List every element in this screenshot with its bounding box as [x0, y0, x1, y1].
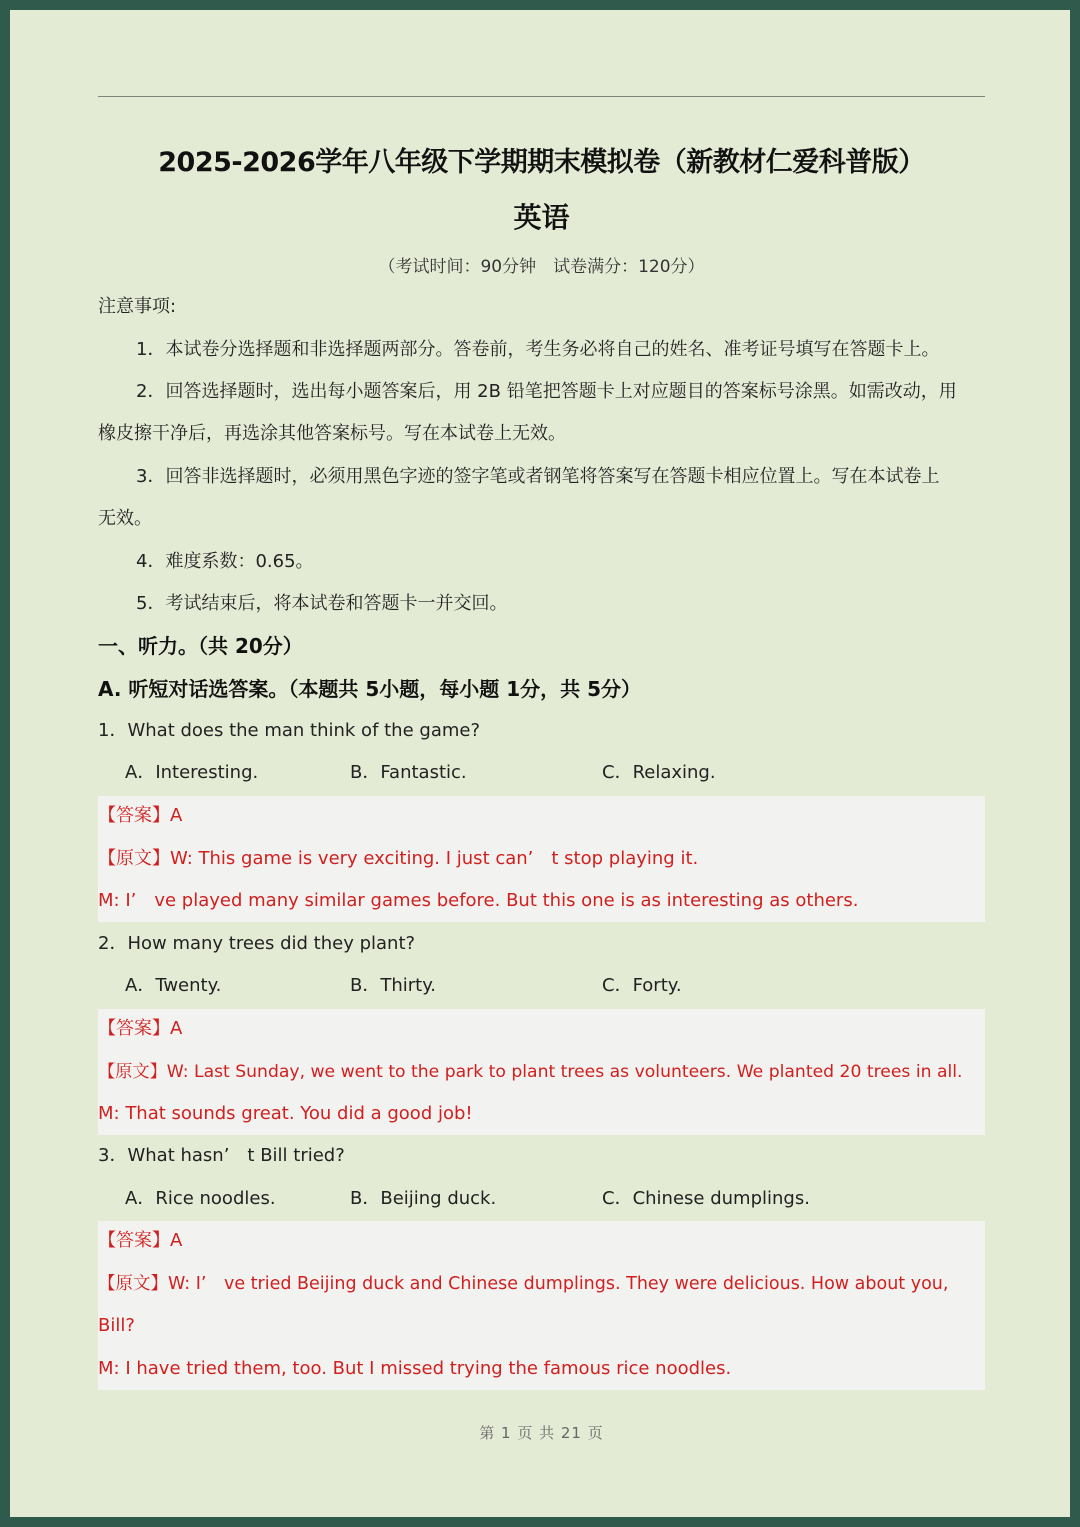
transcript-line: M: I have tried them, too. But I missed trying the famous rice noodles. — [98, 1358, 732, 1379]
option-a: A．Interesting. — [125, 762, 259, 783]
answer-label: 【答案】A — [98, 1230, 183, 1251]
notes-heading: 注意事项: — [98, 296, 177, 317]
option-c: C．Relaxing. — [602, 762, 716, 783]
option-b: B．Thirty. — [350, 975, 437, 996]
note-2: 2．回答选择题时，选出每小题答案后，用 2B 铅笔把答题卡上对应题目的答案标号涂黑。如需改动，用 — [136, 381, 957, 402]
exam-title: 2025-2026学年八年级下学期期末模拟卷（新教材仁爱科普版） — [158, 147, 925, 178]
option-c: C．Chinese dumplings. — [602, 1188, 810, 1209]
note-3-cont: 无效。 — [98, 508, 152, 529]
note-5: 5．考试结束后，将本试卷和答题卡一并交回。 — [136, 593, 508, 614]
option-b: B．Beijing duck. — [350, 1188, 497, 1209]
page-number: 第 1 页 共 21 页 — [479, 1424, 604, 1442]
option-a: A．Rice noodles. — [125, 1188, 276, 1209]
subject-title: 英语 — [513, 201, 570, 234]
option-c: C．Forty. — [602, 975, 682, 996]
transcript-line: 【原文】W: I’ ve tried Beijing duck and Chinese dumplings. They were delicious. How about you, — [98, 1274, 949, 1294]
transcript-line: M: I’ ve played many similar games before. But this one is as interesting as others. — [98, 890, 859, 911]
section-heading: 一、听力。（共 20分） — [98, 634, 303, 658]
option-b: B．Fantastic. — [350, 762, 467, 783]
answer-box — [98, 1221, 985, 1390]
part-heading: A. 听短对话选答案。（本题共 5小题，每小题 1分，共 5分） — [98, 677, 642, 701]
exam-info: （考试时间：90分钟 试卷满分：120分） — [378, 257, 705, 277]
note-3: 3．回答非选择题时，必须用黑色字迹的签字笔或者钢笔将答案写在答题卡相应位置上。写在本试卷上 — [136, 466, 940, 487]
note-1: 1．本试卷分选择题和非选择题两部分。答卷前，考生务必将自己的姓名、准考证号填写在答题卡上。 — [136, 339, 940, 360]
answer-label: 【答案】A — [98, 1018, 183, 1039]
transcript-line: 【原文】W: This game is very exciting. I just can’ t stop playing it. — [98, 848, 699, 869]
option-a: A．Twenty. — [125, 975, 222, 996]
transcript-line: M: That sounds great. You did a good job! — [98, 1103, 473, 1124]
answer-box — [98, 1009, 985, 1135]
answer-label: 【答案】A — [98, 805, 183, 826]
exam-page — [10, 10, 1070, 1517]
transcript-line: Bill? — [98, 1315, 135, 1336]
question-stem: 3．What hasn’ t Bill tried? — [98, 1145, 345, 1166]
question-stem: 1．What does the man think of the game? — [98, 720, 481, 741]
header-rule — [98, 96, 985, 97]
answer-box — [98, 796, 985, 922]
transcript-line: 【原文】W: Last Sunday, we went to the park to plant trees as volunteers. We planted 20 trees in all. — [98, 1062, 963, 1082]
question-stem: 2．How many trees did they plant? — [98, 933, 416, 954]
note-2-cont: 橡皮擦干净后，再选涂其他答案标号。写在本试卷上无效。 — [98, 423, 566, 444]
note-4: 4．难度系数：0.65。 — [136, 551, 314, 572]
